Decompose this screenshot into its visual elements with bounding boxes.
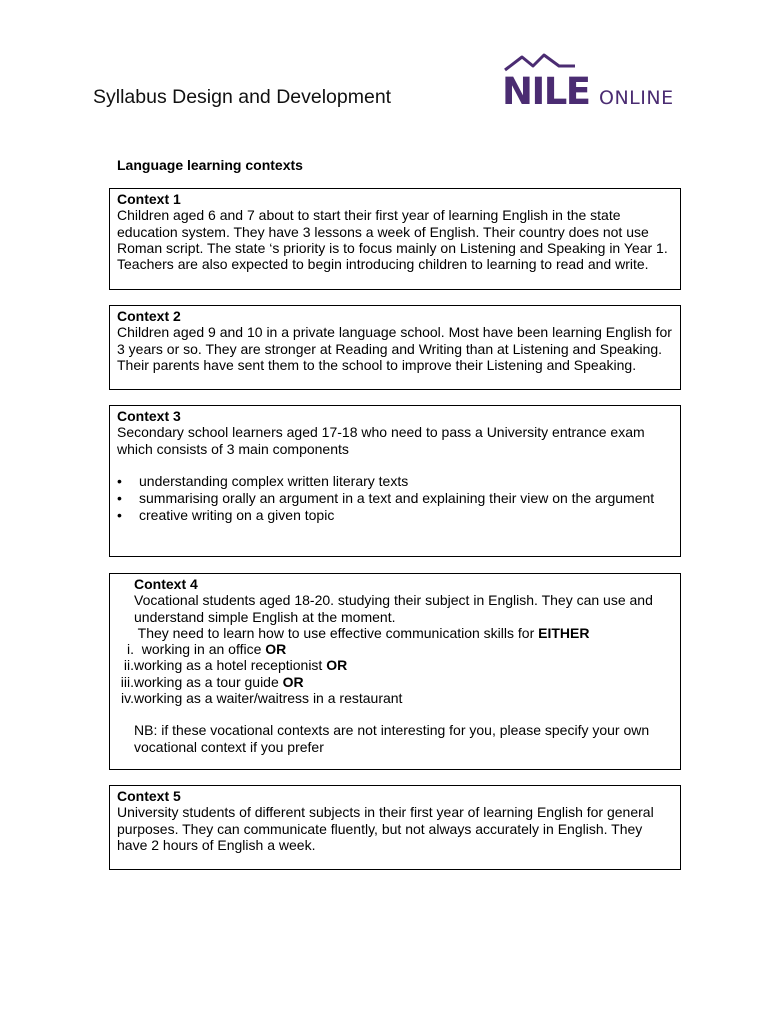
roof-line-icon (504, 52, 576, 72)
context-4-box (109, 573, 681, 770)
context-title: Context 5 (117, 788, 181, 804)
document-title: Syllabus Design and Development (93, 86, 392, 108)
section-heading: Language learning contexts (117, 157, 303, 173)
context-lead: They need to learn how to use effective communication skills for EITHER (134, 624, 590, 641)
context-title: Context 4 (134, 576, 198, 592)
list-item: iv. working as a waiter/waitress in a restaurant (121, 690, 403, 707)
context-description: Children aged 6 and 7 about to start their first year of learning English in the state education system. They have 3 lessons a week of English. Their country does not use Roman script. The state ‘s priority is to focus mainly on Listening and Speaking in Year 1. Teachers are also expected to begin introducing children to learning to read and write. (117, 207, 668, 273)
list-item: iii. working as a tour guide OR (120, 673, 304, 690)
context-description: Children aged 9 and 10 in a private language school. Most have been learning English for 3 years or so. They are stronger at Reading and Writing than at Listening and Speaking. Their parents have sent them to the school to improve their Listening and Speaking. (117, 324, 672, 373)
context-description: Vocational students aged 18-20. studying their subject in English. They can use and understand simple English at the moment. (134, 592, 653, 625)
context-3-box (109, 405, 681, 557)
context-description: Secondary school learners aged 17-18 who need to pass a University entrance exam which consists of 3 main components (117, 424, 645, 457)
logo-subtitle: ONLINE (599, 87, 674, 109)
context-title: Context 2 (117, 308, 181, 324)
list-item: • understanding complex written literary texts (117, 473, 673, 489)
context-description: University students of different subjects in their first year of learning English for general purposes. They can communicate fluently, but not always accurately in English. They have 2 hours of English a week. (117, 804, 654, 853)
context-title: Context 1 (117, 191, 181, 207)
nile-online-logo (502, 52, 680, 114)
context-1-box (109, 188, 681, 290)
logo-wordmark: NILE (502, 70, 590, 113)
options-list (117, 641, 673, 706)
components-list (117, 473, 673, 524)
list-item: i. working in an office OR (127, 641, 287, 658)
list-item: • creative writing on a given topic (117, 507, 673, 523)
context-note: NB: if these vocational contexts are not interesting for you, please specify your own vocational context if you prefer (134, 722, 650, 755)
context-5-box (109, 785, 681, 870)
list-item: ii. working as a hotel receptionist OR (123, 657, 348, 674)
context-title: Context 3 (117, 408, 181, 424)
list-item: • summarising orally an argument in a text and explaining their view on the argument (117, 490, 673, 506)
context-2-box (109, 305, 681, 390)
